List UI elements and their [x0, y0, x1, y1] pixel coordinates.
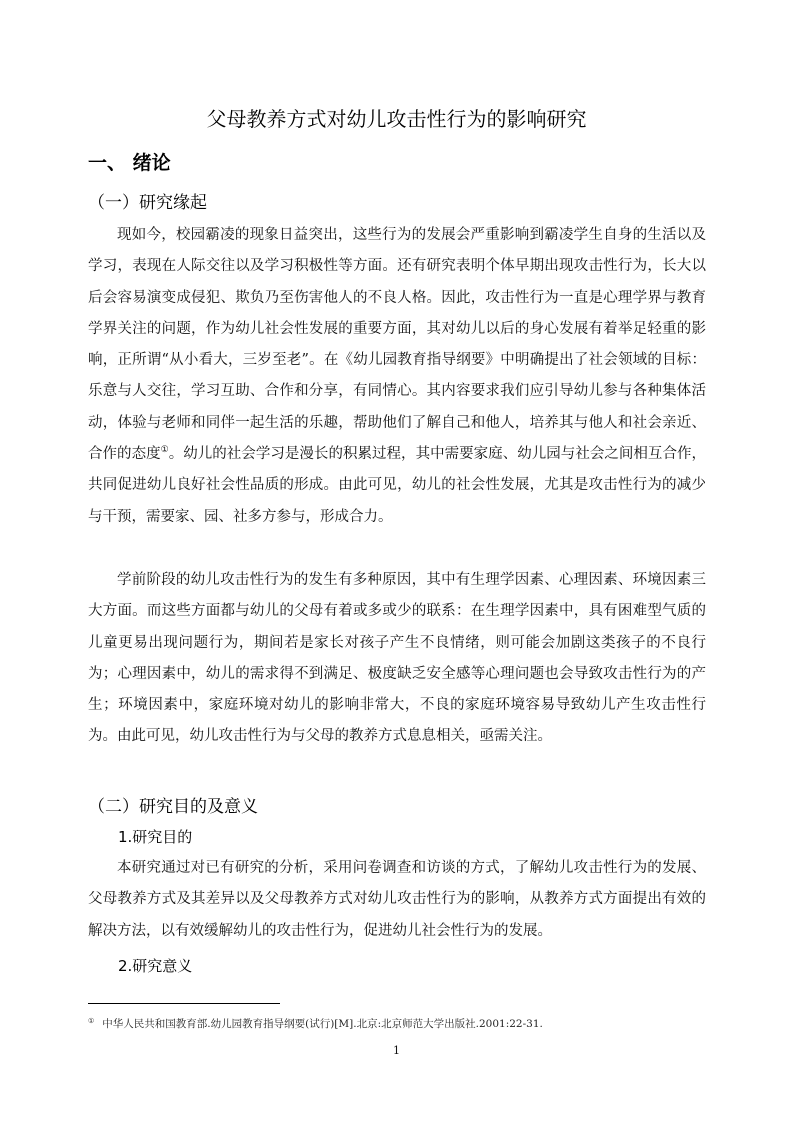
sub-heading-research-purpose: 1.研究目的 — [118, 828, 193, 846]
paragraph-text: 。幼儿的社会学习是漫长的积累过程，其中需要家庭、幼儿园与社会之间相互合作，共同促进幼儿良好社会性品质的形成。由此可见，幼儿的社会性发展，尤其是攻击性行为的减少与干预，需要家、园、社多方参与，形成合力。 — [88, 446, 706, 525]
footnote-text: 中华人民共和国教育部.幼儿园教育指导纲要(试行)[M].北京:北京师范大学出版社.2001:22-31. — [102, 1018, 543, 1030]
paragraph-origin-2: 学前阶段的幼儿攻击性行为的发生有多种原因，其中有生理学因素、心理因素、环境因素三大方面。而这些方面都与幼儿的父母有着或多或少的联系：在生理学因素中，具有困难型气质的儿童更易出现问题行为，期间若是家长对孩子产生不良情绪，则可能会加剧这类孩子的不良行为；心理因素中，幼儿的需求得不到满足、极度缺乏安全感等心理问题也会导致攻击性行为的产生；环境因素中，家庭环境对幼儿的影响非常大，不良的家庭环境容易导致幼儿产生攻击性行为。由此可见，幼儿攻击性行为与父母的教养方式息息相关，亟需关注。 — [88, 572, 706, 745]
paragraph-origin-1 — [88, 220, 706, 533]
footnote-reference-mark: ① — [160, 445, 169, 456]
footnote-mark: ① — [88, 1016, 95, 1025]
section-heading-introduction: 一、 绪论 — [88, 152, 171, 174]
paragraph-text: 现如今，校园霸凌的现象日益突出，这些行为的发展会严重影响到霸凌学生自身的生活以及学习，表现在人际交往以及学习积极性等方面。还有研究表明个体早期出现攻击性行为，长大以后会容易演变成侵犯、欺负乃至伤害他人的不良人格。因此，攻击性行为一直是心理学界与教育学界关注的问题，作为幼儿社会性发展的重要方面，其对幼儿以后的身心发展有着举足轻重的影响，正所谓“从小看大，三岁至老”。在《幼儿园教育指导纲要》中明确提出了社会领域的目标：乐意与人交往，学习互助、合作和分享，有同情心。其内容要求我们应引导幼儿参与各种集体活动，体验与老师和同伴一起生活的乐趣，帮助他们了解自己和他人，培养其与他人和社会亲近、合作的态度 — [88, 227, 706, 463]
subsection-heading-purpose: （二）研究目的及意义 — [88, 797, 258, 817]
document-title: 父母教养方式对幼儿攻击性行为的影响研究 — [206, 107, 587, 131]
subsection-heading-origin: （一）研究缘起 — [88, 193, 207, 213]
page-number: 1 — [393, 1044, 400, 1057]
footnote — [88, 1016, 708, 1031]
footnote-divider — [88, 1003, 280, 1004]
sub-heading-research-significance: 2.研究意义 — [118, 957, 193, 975]
paragraph-purpose: 本研究通过对已有研究的分析，采用问卷调查和访谈的方式，了解幼儿攻击性行为的发展、父母教养方式及其差异以及父母教养方式对幼儿攻击性行为的影响，从教养方式方面提出有效的解决方法，以有效缓解幼儿的攻击性行为，促进幼儿社会性行为的发展。 — [88, 860, 706, 939]
